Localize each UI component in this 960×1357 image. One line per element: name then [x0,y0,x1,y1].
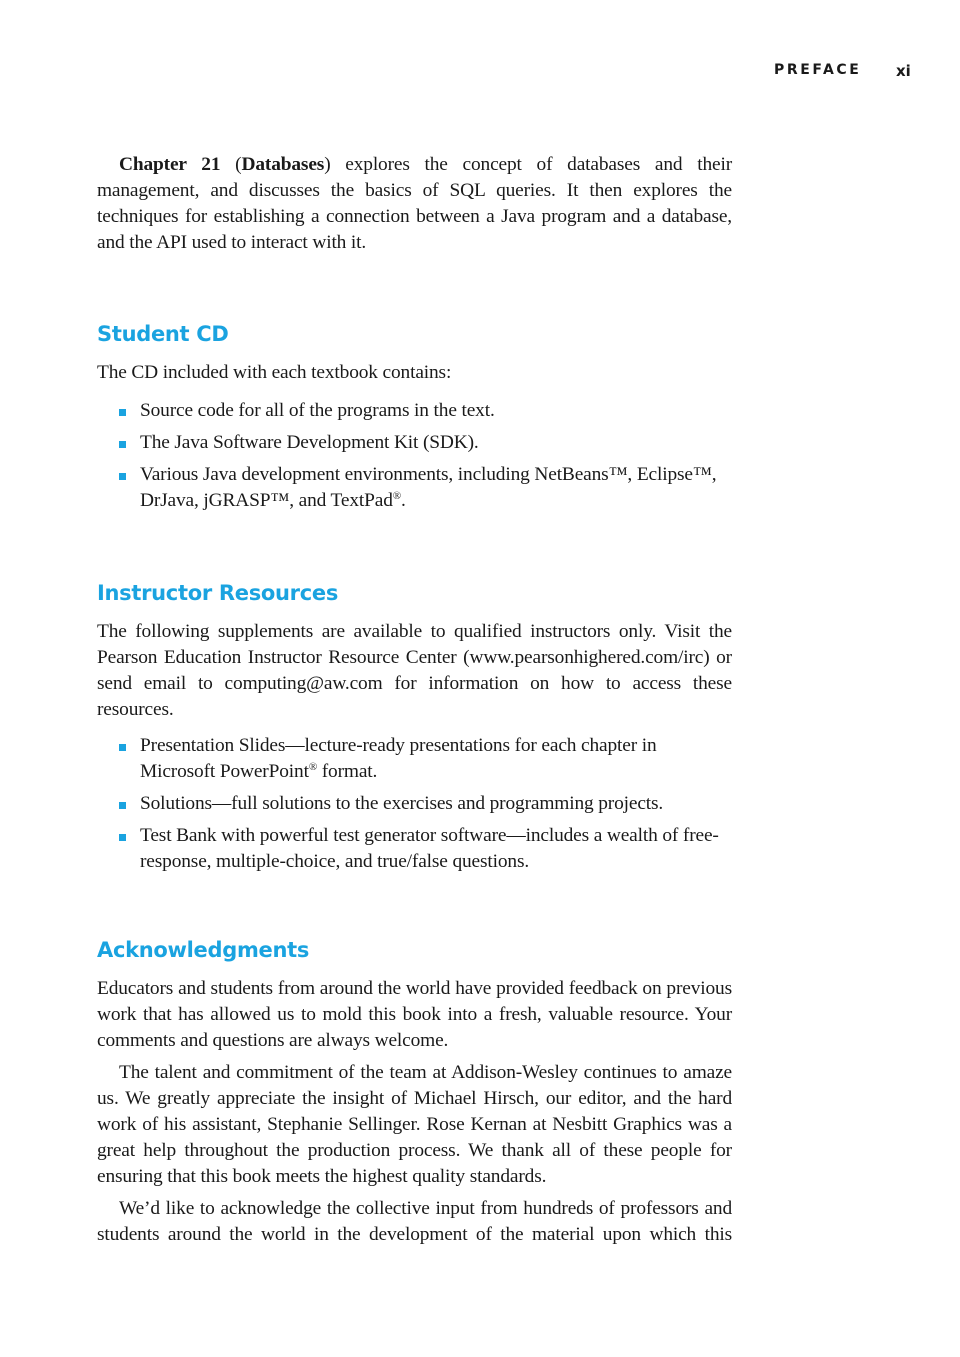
registered-mark: ® [308,761,318,773]
paren-open: ( [220,154,242,175]
running-head-title: PREFACE [774,62,862,78]
list-item-tail: format. [317,761,378,782]
registered-mark: ® [392,490,401,502]
list-item [97,823,732,875]
list-item [97,430,732,456]
square-bullet-icon [119,473,126,480]
intro-text: ) explores the concept of databases and their management, and discusses the basics of SQL queries. It then explores the techniques for establishing a connection between a Java program and a database, and the API used to interact with it. [97,154,733,253]
acknowledgments-section [97,936,732,1248]
student-cd-section [97,320,732,514]
instructor-resources-section [97,579,732,875]
list-item-text: Solutions—full solutions to the exercises and programming projects. [140,793,664,814]
section-heading-instructor-resources: Instructor Resources [97,581,339,605]
list-item-text: Source code for all of the programs in the text. [140,400,495,421]
square-bullet-icon [119,409,126,416]
page-number: xi [896,62,911,80]
list-item [97,462,732,514]
list-item-text: Various Java development environments, including NetBeans™, Eclipse™, DrJava, jGRASP™, and TextPad [140,464,717,511]
intro-paragraph [97,152,732,256]
list-item [97,398,732,424]
intro-section [97,152,732,256]
square-bullet-icon [119,834,126,841]
chapter-topic: Databases [241,154,325,175]
list-item-text: Test Bank with powerful test generator software—includes a wealth of free-response, multiple-choice, and true/false questions. [140,825,719,872]
section-heading-acknowledgments: Acknowledgments [97,938,310,962]
list-item-text: Presentation Slides—lecture-ready presentations for each chapter in Microsoft PowerPoint [140,735,657,782]
running-head [0,62,960,84]
instructor-resources-lead: The following supplements are available to qualified instructors only. Visit the Pearson Education Instructor Resource Center (www.pearsonhighered.com/irc) or send email to computing@aw.com for information on how to access these resources. [97,621,732,720]
square-bullet-icon [119,441,126,448]
section-heading-student-cd: Student CD [97,322,229,346]
chapter-label: Chapter 21 [119,154,221,175]
square-bullet-icon [119,802,126,809]
ack-paragraph: Educators and students from around the world have provided feedback on previous work that has allowed us to mold this book into a fresh, valuable resource. Your comments and questions are always welcome. [97,978,732,1051]
ack-paragraph: We’d like to acknowledge the collective input from hundreds of professors and students around the world in the development of the material upon which this [97,1198,732,1245]
student-cd-list [97,398,732,514]
square-bullet-icon [119,744,126,751]
student-cd-lead: The CD included with each textbook contains: [97,362,452,383]
list-item [97,733,732,785]
list-item [97,791,732,817]
list-item-text: The Java Software Development Kit (SDK). [140,432,479,453]
ack-paragraph: The talent and commitment of the team at Addison-Wesley continues to amaze us. We greatly appreciate the insight of Michael Hirsch, our editor, and the hard work of his assistant, Stephanie Sellinger. Rose Kernan at Nesbitt Graphics was a great help throughout the production process. We thank all of these people for ensuring that this book meets the highest quality standards. [97,1062,732,1187]
instructor-resources-list [97,733,732,875]
list-item-tail: . [400,490,406,511]
